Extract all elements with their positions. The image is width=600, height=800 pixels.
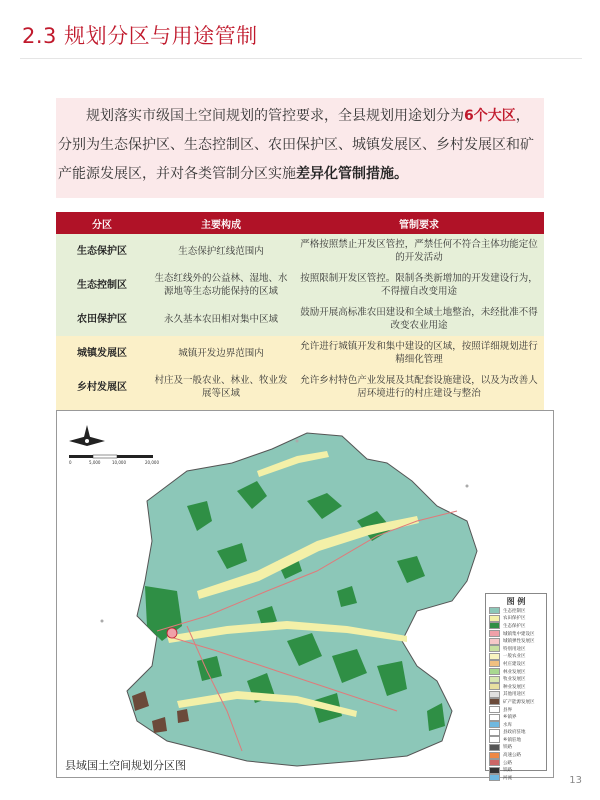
table-header-requirement: 管制要求 <box>294 212 544 234</box>
legend-swatch <box>489 759 500 766</box>
legend-swatch <box>489 706 500 713</box>
legend-item <box>489 622 546 630</box>
legend-swatch <box>489 615 500 622</box>
legend-item <box>489 675 546 683</box>
legend-label: 牧业发展区 <box>503 677 526 683</box>
legend-swatch <box>489 630 500 637</box>
county-seat-marker <box>167 628 177 638</box>
legend-swatch <box>489 645 500 652</box>
zone-requirement: 允许进行城镇开发和集中建设的区域，按照详细规划进行精细化管理 <box>294 336 544 370</box>
legend-label: 生态控制区 <box>503 608 526 614</box>
legend-swatch <box>489 622 500 629</box>
legend-swatch <box>489 752 500 759</box>
legend-item <box>489 607 546 615</box>
legend-item <box>489 713 546 721</box>
legend-swatch <box>489 721 500 728</box>
page-title: 2.3 规划分区与用途管制 <box>22 24 258 48</box>
table-row <box>56 302 544 336</box>
legend-label: 河流 <box>503 775 512 781</box>
table-row <box>56 268 544 302</box>
legend-item <box>489 736 546 744</box>
legend-label: 矿产能源发展区 <box>503 699 535 705</box>
legend-label: 生态保护区 <box>503 623 526 629</box>
legend-item <box>489 660 546 668</box>
legend-item <box>489 645 546 653</box>
zone-composition: 生态红线外的公益林、湿地、水源地等生态功能保持的区域 <box>148 268 294 302</box>
scale-label: 5,000 <box>89 460 101 465</box>
legend-label: 一般农业区 <box>503 654 526 660</box>
legend-item <box>489 706 546 714</box>
zoning-table <box>56 212 544 432</box>
scale-label: 20,000 <box>145 460 159 465</box>
legend-label: 其他用途区 <box>503 692 526 698</box>
legend-label: 农田保护区 <box>503 616 526 622</box>
legend-label: 铁路 <box>503 768 512 774</box>
zone-composition: 生态保护红线范围内 <box>148 234 294 268</box>
zone-requirement: 严格按照禁止开发区管控，严禁任何不符合主体功能定位的开发活动 <box>294 234 544 268</box>
legend-label: 特别用途区 <box>503 646 526 652</box>
scale-label: 0 <box>69 460 72 465</box>
legend-swatch <box>489 676 500 683</box>
table-row <box>56 336 544 370</box>
legend-label: 水库 <box>503 722 512 728</box>
legend-swatch <box>489 774 500 781</box>
zone-requirement: 按照限制开发区管控。限制各类新增加的开发建设行为，不得擅自改变用途 <box>294 268 544 302</box>
zone-name: 农田保护区 <box>56 302 148 336</box>
legend-label: 城镇弹性发展区 <box>503 639 535 645</box>
intro-highlight-1: 6个大区 <box>464 108 516 124</box>
legend-item <box>489 729 546 737</box>
intro-paragraph <box>56 98 544 198</box>
zone-composition: 村庄及一般农业、林业、牧业发展等区域 <box>148 370 294 404</box>
zone-composition: 城镇开发边界范围内 <box>148 336 294 370</box>
legend-label: 林业发展区 <box>503 669 526 675</box>
legend-label: 高速公路 <box>503 753 521 759</box>
legend-item <box>489 691 546 699</box>
legend-item <box>489 668 546 676</box>
title-divider <box>20 58 582 59</box>
map-legend <box>485 593 547 781</box>
legend-swatch <box>489 668 500 675</box>
intro-text-2: ，分别为生态保护区、生态控制区、农田保护区、城镇发展区、乡村发展区和矿产能源发展区，并对各类管制分区实施 <box>58 108 534 182</box>
legend-label: 公路 <box>503 760 512 766</box>
scale-label: 10,000 <box>112 460 126 465</box>
compass-icon <box>69 425 105 446</box>
legend-item <box>489 751 546 759</box>
legend-swatch <box>489 698 500 705</box>
zoning-map <box>56 410 554 781</box>
legend-item <box>489 774 546 782</box>
legend-swatch <box>489 729 500 736</box>
legend-item <box>489 615 546 623</box>
zone-requirement: 允许乡村特色产业发展及其配套设施建设，以及为改善人居环境进行的村庄建设与整治 <box>294 370 544 404</box>
legend-swatch <box>489 660 500 667</box>
legend-swatch <box>489 767 500 774</box>
zone-name: 城镇发展区 <box>56 336 148 370</box>
intro-highlight-2: 差异化管制措施。 <box>296 166 408 182</box>
legend-label: 种业发展区 <box>503 684 526 690</box>
zone-composition: 永久基本农田相对集中区域 <box>148 302 294 336</box>
zone-name: 生态控制区 <box>56 268 148 302</box>
legend-label: 城镇集中建设区 <box>503 631 535 637</box>
table-row <box>56 370 544 404</box>
legend-item <box>489 630 546 638</box>
table-row <box>56 234 544 268</box>
page-number: 13 <box>569 775 582 786</box>
legend-label: 乡镇驻地 <box>503 737 521 743</box>
legend-swatch <box>489 744 500 751</box>
legend-swatch <box>489 683 500 690</box>
legend-item <box>489 744 546 752</box>
intro-text-1: 规划落实市级国土空间规划的管控要求，全县规划用途划分为 <box>86 108 464 124</box>
legend-swatch <box>489 653 500 660</box>
legend-label: 县界 <box>503 707 512 713</box>
legend-swatch <box>489 638 500 645</box>
legend-title: 图 例 <box>506 597 526 606</box>
map-caption: 县域国土空间规划分区图 <box>65 759 186 772</box>
legend-item <box>489 766 546 774</box>
zone-name: 生态保护区 <box>56 234 148 268</box>
legend-label: 村庄建设区 <box>503 661 526 667</box>
legend-swatch <box>489 691 500 698</box>
legend-swatch <box>489 736 500 743</box>
legend-swatch <box>489 607 500 614</box>
zone-name: 乡村发展区 <box>56 370 148 404</box>
legend-item <box>489 653 546 661</box>
table-header-zone: 分区 <box>56 212 148 234</box>
legend-label: 铁路 <box>503 745 512 751</box>
zone-requirement: 鼓励开展高标准农田建设和全域土地整治，未经批准不得改变农业用途 <box>294 302 544 336</box>
scale-bar <box>69 455 153 458</box>
legend-label: 乡镇界 <box>503 715 517 721</box>
legend-item <box>489 759 546 767</box>
legend-swatch <box>489 714 500 721</box>
legend-item <box>489 637 546 645</box>
legend-item <box>489 683 546 691</box>
legend-item <box>489 698 546 706</box>
table-header-composition: 主要构成 <box>148 212 294 234</box>
legend-label: 县政府驻地 <box>503 730 526 736</box>
map-graphic <box>57 411 553 777</box>
legend-item <box>489 721 546 729</box>
